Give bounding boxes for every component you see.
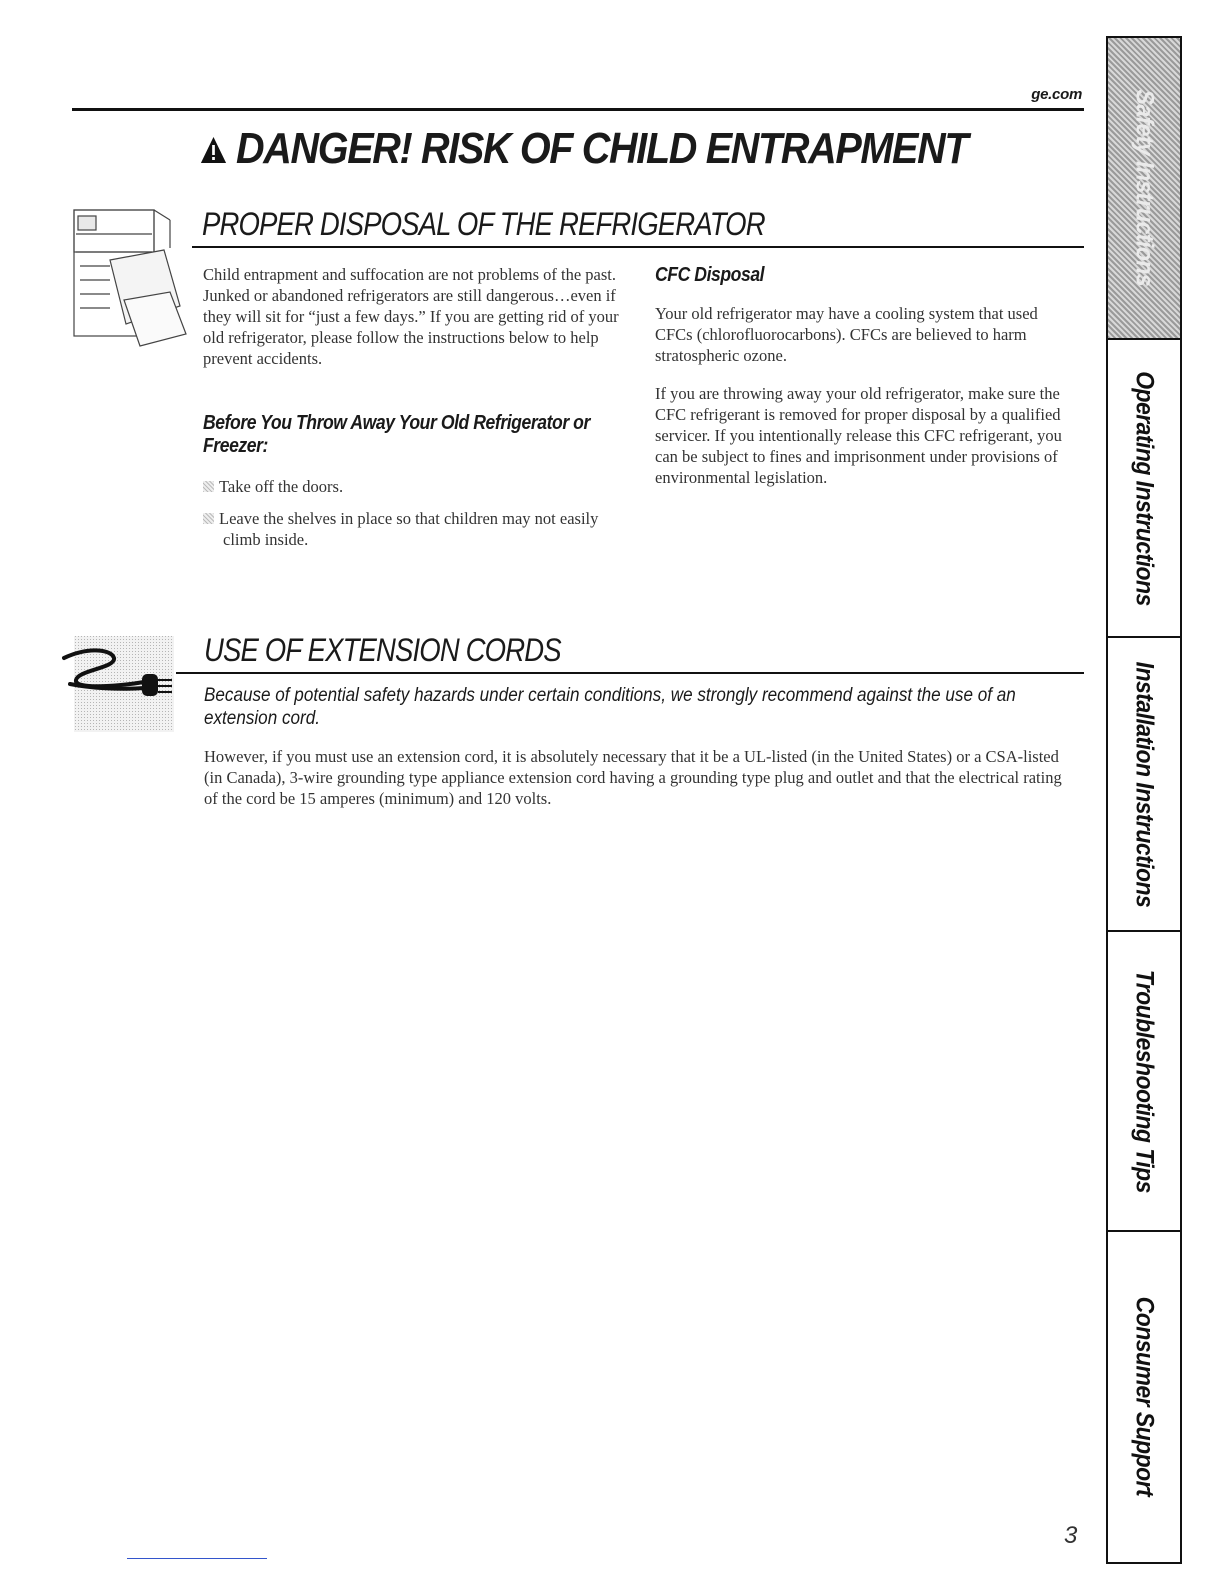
tab-consumer-support[interactable] xyxy=(1108,1232,1180,1560)
list-item xyxy=(203,476,613,497)
disposal-intro: Child entrapment and suffocation are not problems of the past. Junked or abandoned refrigerators are still dangerous…even if they will sit for “just a few days.” If you are getting rid of your old refrigerator, please follow the instructions below to help prevent accidents. xyxy=(203,265,619,368)
site-url: ge.com xyxy=(1031,86,1082,103)
cfc-heading: CFC Disposal xyxy=(655,264,765,286)
top-rule xyxy=(72,108,1084,111)
tab-label: Consumer Support xyxy=(1130,1296,1159,1496)
tab-label: Safety Instructions xyxy=(1130,89,1159,287)
bullet-square-icon xyxy=(203,513,214,524)
extension-cord-icon xyxy=(60,636,180,732)
tab-safety-instructions[interactable] xyxy=(1108,38,1180,338)
bullet-text: Leave the shelves in place so that children may not easily climb inside. xyxy=(219,509,599,549)
bullet-text: Take off the doors. xyxy=(219,477,344,496)
extension-body: However, if you must use an extension cord, it is absolutely necessary that it be a UL-listed (in the United States) or a CSA-listed (in Canada), 3-wire grounding type appliance extension cord having a grounding type plug and outlet and that the electrical rating of the cord be 15 amperes (minimum) and 120 volts. xyxy=(204,747,1062,808)
cfc-paragraph-2: If you are throwing away your old refrigerator, make sure the CFC refrigerant is removed for proper disposal by a qualified servicer. If you intentionally release this CFC refrigerant, you can be subject to fines and imprisonment under provisions of environmental legislation. xyxy=(655,384,1062,487)
section-tabs xyxy=(1106,36,1182,1564)
disposal-title: PROPER DISPOSAL OF THE REFRIGERATOR xyxy=(202,206,765,242)
extension-rule xyxy=(176,672,1084,674)
bottom-link-line xyxy=(127,1558,267,1559)
page-title xyxy=(200,124,967,174)
tab-label: Troubleshooting Tips xyxy=(1130,969,1159,1193)
extension-title: USE OF EXTENSION CORDS xyxy=(204,632,561,668)
list-item xyxy=(203,508,613,550)
cfc-paragraph-1: Your old refrigerator may have a cooling system that used CFCs (chlorofluorocarbons). CFCs are believed to harm stratospheric ozone. xyxy=(655,304,1038,365)
tab-installation-instructions[interactable] xyxy=(1108,638,1180,930)
tab-troubleshooting-tips[interactable] xyxy=(1108,932,1180,1230)
page-title-text: DANGER! RISK OF CHILD ENTRAPMENT xyxy=(236,124,968,173)
tab-label: Operating Instructions xyxy=(1130,370,1159,606)
tab-operating-instructions[interactable] xyxy=(1108,340,1180,636)
disposal-rule xyxy=(192,246,1084,248)
page-number: 3 xyxy=(1064,1522,1078,1549)
tab-label: Installation Instructions xyxy=(1130,661,1159,907)
bullet-square-icon xyxy=(203,481,214,492)
warning-triangle-icon xyxy=(200,133,227,167)
before-heading: Before You Throw Away Your Old Refrigerator or Freezer: xyxy=(203,412,590,457)
extension-lead: Because of potential safety hazards under certain conditions, we strongly recommend against the use of an extension cord. xyxy=(204,685,1016,729)
disposal-bullets xyxy=(203,476,613,550)
refrigerator-icon xyxy=(70,206,192,350)
